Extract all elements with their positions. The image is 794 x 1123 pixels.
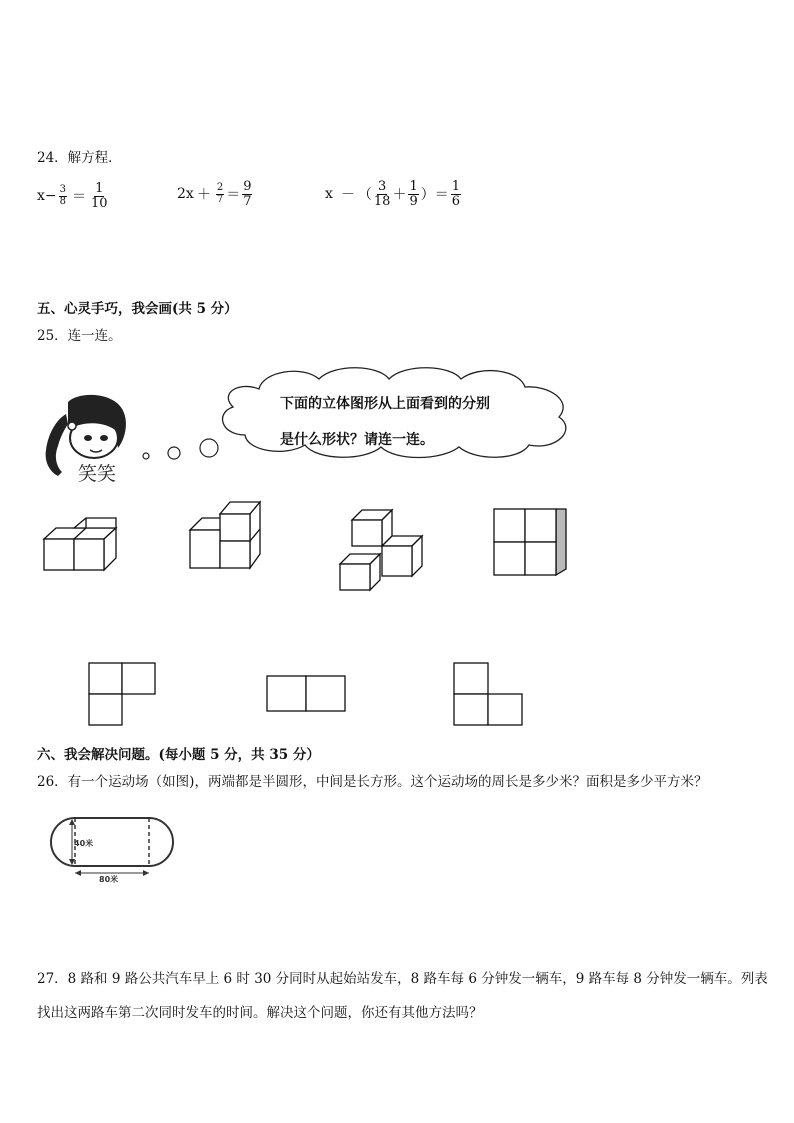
top-view-shape-2 — [264, 673, 348, 717]
eq3-rparen: ） — [420, 187, 435, 204]
q26-text: 26．有一个运动场（如图)，两端都是半圆形，中间是长方形。这个运动场的周长是多少米？面积是多少平方米？ — [37, 774, 708, 790]
eq2-op: ＋ — [196, 187, 211, 204]
eq1-equals: ＝ — [72, 189, 87, 206]
eq2-fraction-b: $\frac{9}{7}$ — [243, 179, 252, 209]
stadium-width-label: 40米 — [74, 839, 94, 848]
solid-shape-2 — [186, 496, 266, 576]
q27-line-1: 27．8 路和 9 路公共汽车早上 6 时 30 分同时从起始站发车，8 路车每 6 分钟发一辆车，9 路车每 8 分钟发一辆车。列表 — [37, 971, 768, 987]
eq3-op: － — [340, 187, 355, 204]
eq1-var: x — [37, 188, 45, 205]
eq3-fraction-c: $\frac{1}{6}$ — [451, 179, 461, 209]
eq3-lparen: （ — [357, 187, 372, 204]
eq1-op: − — [44, 188, 57, 205]
eq3-equals: ＝ — [434, 187, 449, 204]
bubble-line-2: 是什么形状？请连一连。 — [280, 432, 434, 448]
eq3-var: x — [325, 186, 333, 203]
eq2-fraction-a: $\frac{2}{7}$ — [216, 182, 224, 205]
stadium-length-label: 80米 — [99, 875, 119, 884]
section-5-title: 五、心灵手巧，我会画(共 5 分） — [37, 301, 238, 317]
section-6-title: 六、我会解决问题。(每小题 5 分，共 35 分） — [37, 747, 320, 763]
top-view-shape-1 — [86, 660, 160, 730]
stadium-diagram — [45, 810, 185, 886]
eq2-var: 2x — [177, 186, 194, 203]
solid-shape-1 — [40, 514, 124, 574]
equation-3 — [325, 180, 463, 208]
q25-title: 25．连一连。 — [37, 328, 122, 344]
q24-title: 24．解方程． — [37, 150, 122, 166]
solid-shape-4 — [490, 505, 572, 579]
equation-1 — [37, 182, 110, 210]
thought-dots — [140, 436, 224, 462]
eq3-fraction-a: $\frac{3}{18}$ — [373, 179, 391, 209]
girl-character-illustration — [38, 394, 138, 489]
eq1-fraction-b: $\frac{1}{10}$ — [91, 181, 108, 211]
eq3-fraction-b: $\frac{1}{9}$ — [409, 179, 418, 209]
equation-2 — [177, 180, 254, 208]
character-name-label: 笑笑 — [78, 463, 117, 485]
eq2-equals: ＝ — [226, 187, 241, 204]
q27-line-2: 找出这两路车第二次同时发车的时间。解决这个问题，你还有其他方法吗？ — [37, 1005, 483, 1021]
bubble-line-1: 下面的立体图形从上面看到的分别 — [280, 396, 490, 412]
eq3-plus: ＋ — [392, 187, 407, 204]
eq1-fraction-a: $\frac{3}{8}$ — [59, 184, 67, 207]
solid-shape-3 — [336, 506, 428, 598]
top-view-shape-3 — [451, 660, 527, 730]
